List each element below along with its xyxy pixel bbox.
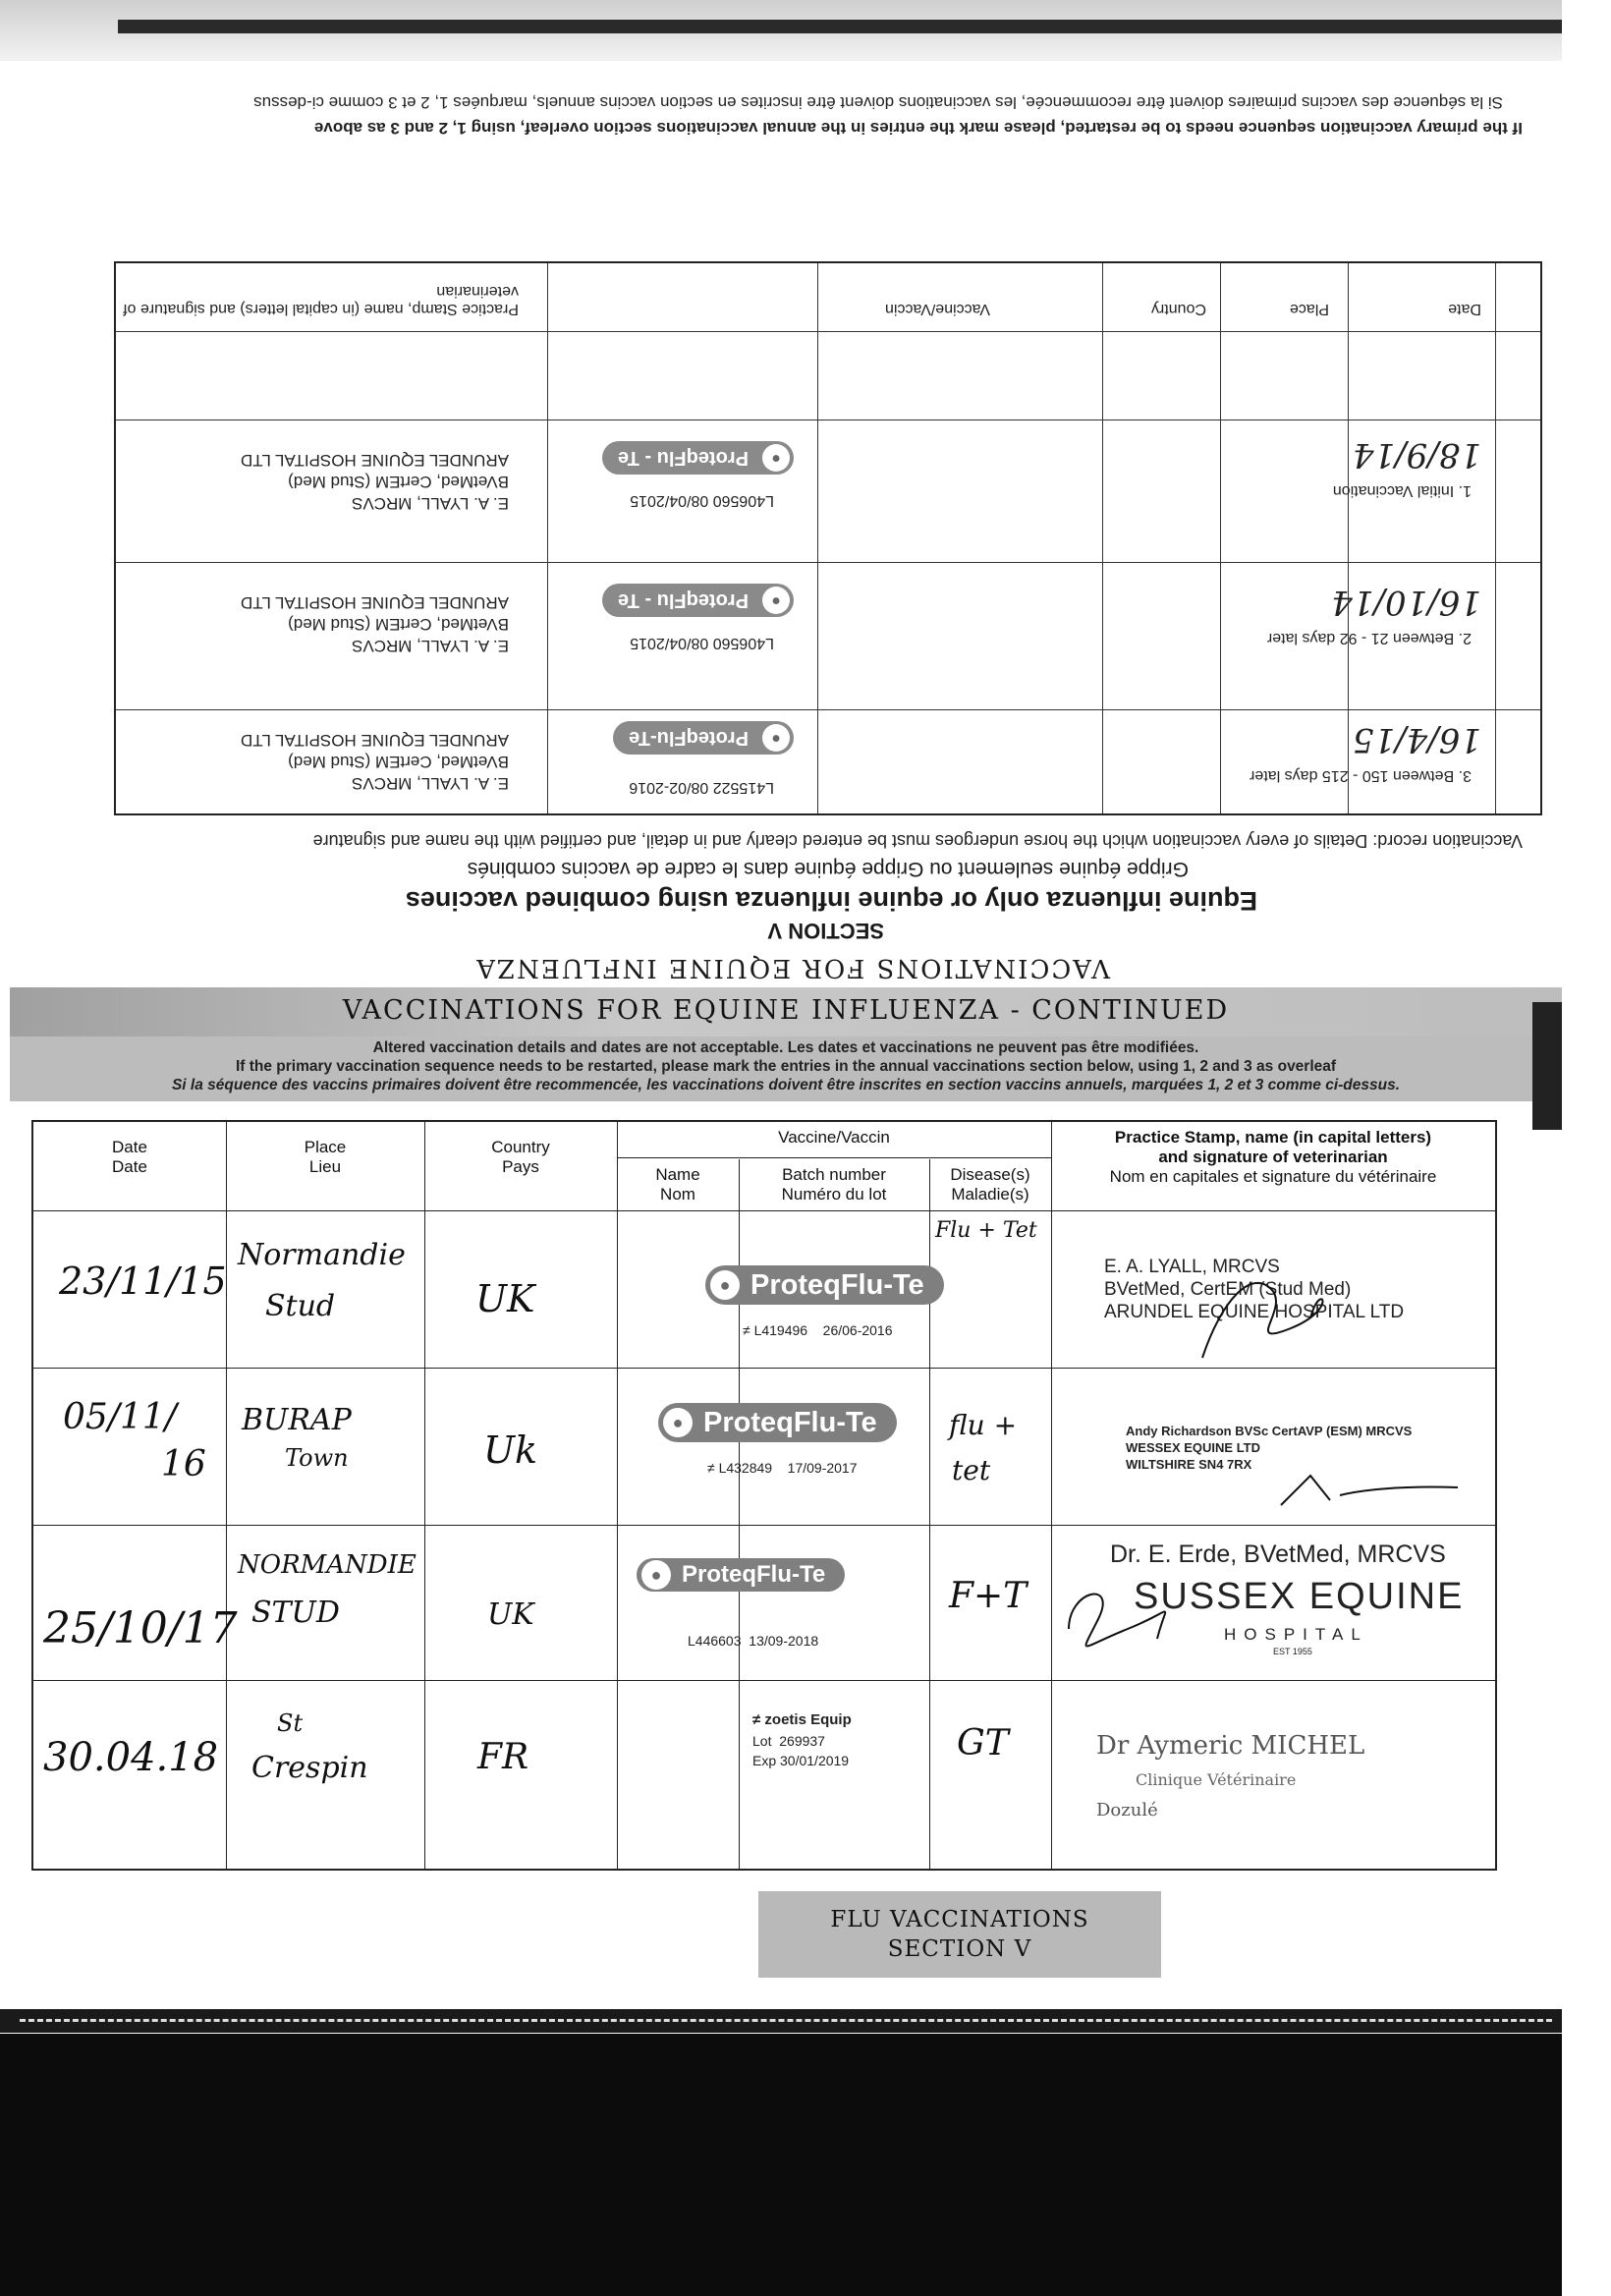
- row1-stamp-qual: BVetMed, CertEM (Stud Med): [1104, 1279, 1352, 1300]
- row2-date-2: 16: [161, 1444, 206, 1484]
- col-batch-fr: Numéro du lot: [781, 1185, 887, 1204]
- row4-batch-expiry: 30/01/2019: [780, 1753, 850, 1768]
- row-divider: [33, 1525, 1495, 1526]
- upper-row3-date: 16/4/15: [1352, 720, 1481, 759]
- row3-place-1: NORMANDIE: [238, 1550, 417, 1580]
- row4-stamp-clinic: Clinique Vétérinaire: [1136, 1770, 1297, 1789]
- col-divider: [424, 1122, 425, 1869]
- upper-col-country: Country: [1150, 301, 1206, 317]
- row2-disease-2: tet: [952, 1454, 991, 1486]
- upper-row3-vaccine-name: ProteqFlu-Te: [629, 727, 749, 749]
- row4-place-2: Crespin: [251, 1751, 368, 1785]
- row1-disease: Flu + Tet: [935, 1218, 1037, 1243]
- upper-row1-vet: [241, 449, 509, 514]
- row3-batch-number: L446603: [688, 1633, 742, 1649]
- row2-batch: ≠ L432849 17/09-2017: [707, 1460, 858, 1476]
- col-country-fr: Pays: [502, 1157, 539, 1176]
- notice-line-2: If the primary vaccination sequence needs to be restarted, please mark the entries in the annual vaccinations section below, using 1, 2 and 3 as overleaf: [235, 1058, 1337, 1075]
- row3-vaccine-name: ProteqFlu-Te: [682, 1561, 826, 1588]
- proteq-logo-icon: ●: [710, 1270, 740, 1300]
- notice-line-3: Si la séquence des vaccins primaires doivent être recommencée, les vaccinations doivent être inscrites en section vaccins annuels, marquées 1, 2 et 3 comme ci-dessus.: [171, 1077, 1401, 1093]
- scan-shadow-top: [118, 20, 1562, 33]
- row4-batch: Lot 269937: [752, 1733, 825, 1749]
- row-divider: [33, 1368, 1495, 1369]
- col-header-batch: [739, 1165, 929, 1204]
- col-country-en: Country: [491, 1138, 550, 1156]
- vaccine-subheader-divider: [617, 1157, 1051, 1158]
- row3-country: UK: [487, 1597, 534, 1632]
- upper-col-place: Place: [1289, 301, 1329, 317]
- upper-row-divider: [116, 331, 1540, 332]
- row4-batch-number: 269937: [779, 1733, 825, 1749]
- row3-vaccine-badge: [637, 1558, 845, 1592]
- upper-row3-vet: [241, 729, 509, 794]
- row1-stamp-practice: ARUNDEL EQUINE HOSPITAL LTD: [1104, 1302, 1405, 1322]
- row3-stamp-hospital: HOSPITAL: [1224, 1625, 1368, 1644]
- col-name-en: Name: [655, 1165, 700, 1184]
- proteq-logo-icon: ●: [663, 1408, 693, 1437]
- row4-vaccine: [752, 1711, 852, 1728]
- upper-col-divider: [1102, 263, 1103, 813]
- row1-date: 23/11/15: [59, 1260, 227, 1303]
- upper-instruction-en: If the primary vaccination sequence needs to be restarted, please mark the entries in the annual vaccinations section overleaf, using 1, 2 and 3 as above: [313, 119, 1523, 138]
- proteq-logo-icon: ●: [641, 1560, 671, 1590]
- row4-disease: GT: [957, 1723, 1009, 1764]
- row2-signature: [1271, 1456, 1468, 1515]
- row2-place-2: Town: [285, 1444, 349, 1472]
- col-disease-en: Disease(s): [950, 1165, 1030, 1184]
- upper-row2-vet-qual: BVetMed, CertEM (Stud Med): [288, 615, 509, 634]
- upper-row1-vet-practice: ARUNDEL EQUINE HOSPITAL LTD: [241, 451, 509, 470]
- footer-section-tab: [758, 1891, 1161, 1978]
- row4-stamp-town: Dozulé: [1096, 1800, 1158, 1820]
- upper-section-label: SECTION V: [767, 919, 884, 943]
- row1-batch: ≠ L419496 26/06-2016: [743, 1322, 893, 1338]
- upper-row3-batch: L415522 08/02-2016: [629, 779, 774, 796]
- vaccination-table: [31, 1120, 1497, 1871]
- col-date-en: Date: [112, 1138, 147, 1156]
- proteq-logo-icon: ●: [762, 724, 790, 752]
- row1-vaccine-badge: [705, 1265, 944, 1305]
- upper-row1-label: 1. Initial Vaccination: [1332, 482, 1472, 499]
- row2-place-1: BURAP: [242, 1403, 352, 1437]
- upper-row3-vet-practice: ARUNDEL EQUINE HOSPITAL LTD: [241, 731, 509, 750]
- row2-stamp-address: WILTSHIRE SN4 7RX: [1126, 1457, 1252, 1472]
- row2-country: Uk: [483, 1428, 538, 1472]
- inverted-page-section: [59, 69, 1542, 982]
- upper-row2-vaccine-name: ProteqFlu - Te: [618, 589, 749, 611]
- upper-row1-vet-name: E. A. LYALL, MRCVS: [352, 494, 509, 513]
- upper-row1-date: 18/9/14: [1352, 435, 1481, 475]
- row1-signature: [1183, 1260, 1330, 1368]
- upper-vacc-title: VACCINATIONS FOR EQUINE INFLUENZA: [474, 953, 1110, 982]
- row4-expiry: Exp 30/01/2019: [752, 1753, 850, 1768]
- col-place-fr: Lieu: [308, 1157, 342, 1176]
- upper-row2-date: 16/10/14: [1331, 583, 1481, 622]
- upper-row1-vet-qual: BVetMed, CertEM (Stud Med): [288, 473, 509, 491]
- col-header-date: [33, 1138, 226, 1177]
- row4-date: 30.04.18: [43, 1735, 219, 1780]
- upper-col-divider: [1495, 263, 1496, 813]
- scan-tab-edge: [1532, 1002, 1562, 1130]
- upper-row3-vet-qual: BVetMed, CertEM (Stud Med): [288, 753, 509, 771]
- row1-batch-expiry: 26/06-2016: [822, 1322, 893, 1338]
- upper-col-vaccine: Vaccine/Vaccin: [884, 301, 990, 317]
- upper-row1-vaccine-name: ProteqFlu - Te: [618, 447, 749, 469]
- upper-row2-vaccine: [602, 584, 794, 617]
- col-divider: [617, 1122, 618, 1869]
- row2-vaccine-badge: [658, 1403, 897, 1442]
- upper-col-date: Date: [1448, 301, 1481, 317]
- row4-place-1: St: [277, 1709, 304, 1737]
- col-batch-en: Batch number: [782, 1165, 886, 1184]
- col-header-disease: [929, 1165, 1051, 1204]
- upper-row1-batch: L406560 08/04/2015: [630, 492, 774, 509]
- row3-signature: [1059, 1570, 1177, 1658]
- col-stamp-1: Practice Stamp, name (in capital letters): [1114, 1128, 1432, 1147]
- col-header-name: [617, 1165, 739, 1204]
- upper-title-fr: Grippe équine seulement ou Grippe équine dans le cadre de vaccins combinés: [467, 858, 1189, 880]
- header-divider: [33, 1210, 1495, 1211]
- row1-place-2: Stud: [265, 1289, 336, 1323]
- row2-vaccine-name: ProteqFlu-Te: [703, 1407, 877, 1438]
- row2-date-1: 05/11/: [63, 1397, 177, 1437]
- row3-date: 25/10/17: [43, 1603, 238, 1653]
- footer-line-1: FLU VACCINATIONS: [830, 1907, 1089, 1932]
- zoetis-logo-icon: ≠: [752, 1711, 761, 1728]
- col-stamp-fr: Nom en capitales et signature du vétérinaire: [1109, 1167, 1437, 1186]
- row-divider: [33, 1680, 1495, 1681]
- upper-col-divider: [817, 263, 818, 813]
- row3-batch-expiry: 13/09-2018: [749, 1633, 819, 1649]
- upper-row2-vet-name: E. A. LYALL, MRCVS: [352, 637, 509, 655]
- col-header-place: [226, 1138, 424, 1177]
- col-stamp-2: and signature of veterinarian: [1158, 1148, 1388, 1166]
- upper-row3-label: 3. Between 150 - 215 days later: [1250, 767, 1472, 784]
- notice-line-1: Altered vaccination details and dates are not acceptable. Les dates et vaccinations ne peuvent pas être modifiées.: [372, 1039, 1199, 1056]
- row3-stamp-est: EST 1955: [1273, 1647, 1312, 1656]
- upper-row-divider: [116, 709, 1540, 710]
- footer-line-2: SECTION V: [887, 1936, 1032, 1962]
- upper-title-en: Equine influenza only or equine influenza using combined vaccines: [405, 886, 1257, 916]
- row1-batch-number: L419496: [753, 1322, 808, 1338]
- upper-row2-vet-practice: ARUNDEL EQUINE HOSPITAL LTD: [241, 593, 509, 612]
- proteq-logo-icon: ●: [762, 444, 790, 472]
- upper-col-divider: [1348, 263, 1349, 813]
- upper-row3-vaccine: [613, 721, 794, 755]
- row1-place-1: Normandie: [238, 1238, 406, 1272]
- row3-stamp-practice: SUSSEX EQUINE: [1134, 1576, 1465, 1617]
- row3-disease: F+T: [949, 1576, 1028, 1616]
- col-disease-fr: Maladie(s): [951, 1185, 1029, 1204]
- proteq-logo-icon: ●: [762, 587, 790, 614]
- upper-row2-batch: L406560 08/04/2015: [630, 635, 774, 651]
- col-name-fr: Nom: [660, 1185, 695, 1204]
- row1-vaccine-name: ProteqFlu-Te: [750, 1269, 924, 1301]
- perforation-line: [20, 2019, 1552, 2022]
- row2-stamp-practice: WESSEX EQUINE LTD: [1126, 1440, 1260, 1455]
- row4-stamp-name: Dr Aymeric MICHEL: [1096, 1731, 1365, 1761]
- row2-batch-expiry: 17/09-2017: [787, 1460, 858, 1476]
- row4-vaccine-name: zoetis Equip: [764, 1711, 852, 1728]
- row3-stamp-name: Dr. E. Erde, BVetMed, MRCVS: [1110, 1540, 1446, 1568]
- col-divider: [226, 1122, 227, 1869]
- row3-batch: [688, 1633, 818, 1649]
- upper-col-divider: [547, 263, 548, 813]
- row2-disease-1: flu +: [949, 1409, 1018, 1441]
- col-divider: [1051, 1122, 1052, 1869]
- row4-country: FR: [477, 1737, 529, 1777]
- col-place-en: Place: [304, 1138, 347, 1156]
- upper-row2-vet: [241, 591, 509, 656]
- col-date-fr: Date: [112, 1157, 147, 1176]
- upper-row1-vaccine: [602, 441, 794, 475]
- row1-country: UK: [475, 1277, 535, 1320]
- upper-table: [114, 261, 1542, 815]
- row2-batch-number: L432849: [718, 1460, 773, 1476]
- upper-col-stamp: Practice Stamp, name (in capital letters) and signature of veterinarian: [123, 283, 519, 317]
- upper-row2-label: 2. Between 21 - 92 days later: [1266, 630, 1472, 646]
- row1-stamp-name: E. A. LYALL, MRCVS: [1104, 1257, 1280, 1277]
- col-header-stamp: [1051, 1128, 1495, 1187]
- col-header-country: [424, 1138, 617, 1177]
- scan-background-bottom: [0, 2034, 1562, 2296]
- upper-col-divider: [1220, 263, 1221, 813]
- upper-instruction-fr: Si la séquence des vaccins primaires doivent être recommencée, les vaccinations doivent être inscrites en section vaccins annuels, marquées 1, 2 et 3 comme ci-dessus: [253, 93, 1503, 112]
- row2-stamp-name: Andy Richardson BVSc CertAVP (ESM) MRCVS: [1126, 1424, 1413, 1438]
- page-title: VACCINATIONS FOR EQUINE INFLUENZA - CONTINUED: [342, 995, 1230, 1026]
- upper-row3-vet-name: E. A. LYALL, MRCVS: [352, 774, 509, 793]
- upper-record-en-1: Vaccination record: Details of every vaccination which the horse undergoes must be entered clearly and in detail, and certified with the name and signature: [312, 831, 1523, 851]
- row3-place-2: STUD: [251, 1596, 340, 1630]
- col-header-vaccine: Vaccine/Vaccin: [778, 1128, 890, 1147]
- upper-row-divider: [116, 562, 1540, 563]
